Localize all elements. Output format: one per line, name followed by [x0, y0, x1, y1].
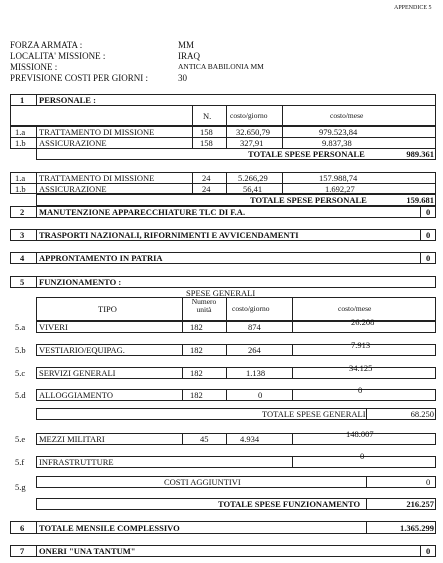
row-giorno: 264 — [248, 345, 261, 355]
row-code: 5.g — [15, 482, 26, 492]
col-tipo-header: TIPO — [98, 304, 117, 314]
row-code: 1.b — [15, 184, 26, 194]
section5-title: FUNZIONAMENTO : — [39, 277, 122, 287]
row-code: 1.b — [15, 138, 26, 148]
row-label: ALLOGGIAMENTO — [39, 390, 113, 400]
row-label: MEZZI MILITARI — [39, 434, 105, 444]
row-label: INFRASTRUTTURE — [39, 457, 114, 467]
row-mese: 7.913 — [351, 340, 371, 350]
divider — [36, 94, 37, 106]
col-numero-header: Numero unità — [191, 297, 217, 315]
row-n: 24 — [202, 173, 211, 183]
row-n: 24 — [202, 184, 211, 194]
row-label: TRATTAMENTO DI MISSIONE — [39, 127, 155, 137]
row-code: 5.c — [15, 368, 26, 378]
total-value: 68.250 — [410, 409, 434, 419]
row-giorno: 5.266,29 — [238, 173, 268, 183]
row-n: 182 — [190, 390, 203, 400]
row-mese: 26.208 — [351, 317, 375, 327]
row-code: 5.a — [15, 322, 26, 332]
row-code: 1.a — [15, 127, 26, 137]
row-label: TRATTAMENTO DI MISSIONE — [39, 173, 155, 183]
row-n: 158 — [200, 127, 213, 137]
col-n-header: N. — [203, 111, 212, 121]
localita-value: IRAQ — [178, 51, 200, 61]
total-label: TOTALE SPESE PERSONALE — [248, 149, 365, 159]
row-mese: 1.692,27 — [325, 184, 355, 194]
section4-number: 4 — [20, 253, 25, 263]
section7-title: ONERI "UNA TANTUM" — [39, 546, 136, 556]
section6-number: 6 — [20, 523, 25, 533]
row-giorno: 1.138 — [246, 368, 266, 378]
forza-armata-label: FORZA ARMATA : — [10, 40, 83, 50]
section4-title: APPRONTAMENTO IN PATRIA — [39, 253, 163, 263]
total-label: TOTALE SPESE GENERALI — [262, 409, 366, 419]
section6-value: 1.365.299 — [400, 523, 434, 533]
row-label: SERVIZI GENERALI — [39, 368, 116, 378]
row-mese: 9.837,38 — [322, 138, 352, 148]
row-giorno: 0 — [258, 390, 263, 400]
section3-value: 0 — [426, 230, 431, 240]
divider — [192, 106, 193, 126]
missione-label: MISSIONE : — [10, 62, 58, 72]
col-mese-header: costo/mese — [338, 304, 372, 313]
row-mese: 157.988,74 — [319, 173, 358, 183]
total-row — [36, 194, 436, 206]
row-giorno: 32.650,79 — [236, 127, 270, 137]
total-label: TOTALE SPESE PERSONALE — [250, 195, 367, 205]
row-code: 5.b — [15, 345, 26, 355]
total-value: 159.681 — [406, 195, 434, 205]
row-label: ASSICURAZIONE — [39, 138, 107, 148]
row-giorno: 4.934 — [240, 434, 260, 444]
row-mese: 34.125 — [349, 363, 373, 373]
row-n: 182 — [190, 322, 203, 332]
section3-number: 3 — [20, 230, 25, 240]
spese-generali-heading: SPESE GENERALI — [186, 288, 256, 298]
localita-label: LOCALITA' MISSIONE : — [10, 51, 106, 61]
appendix-label: APPENDICE 5 — [394, 5, 432, 11]
row-n: 158 — [200, 138, 213, 148]
col-giorno-header: costo/giorno — [232, 304, 270, 313]
section1-number: 1 — [20, 95, 25, 105]
row-value: 0 — [426, 477, 431, 487]
row-giorno: 327,91 — [240, 138, 264, 148]
row-mese: 148.007 — [346, 429, 374, 439]
row-giorno: 874 — [248, 322, 261, 332]
row-label: ASSICURAZIONE — [39, 184, 107, 194]
total-row — [36, 148, 436, 160]
row-label: VESTIARIO/EQUIPAG. — [39, 345, 125, 355]
section2-number: 2 — [20, 207, 25, 217]
row-n: 45 — [200, 434, 209, 444]
section6-title: TOTALE MENSILE COMPLESSIVO — [39, 523, 180, 533]
row-mese: 0 — [358, 385, 363, 395]
section7-value: 0 — [426, 546, 431, 556]
row-n: 182 — [190, 368, 203, 378]
forza-armata-value: MM — [178, 40, 195, 50]
col-giorno-header: costo/giorno — [230, 111, 268, 120]
previsione-label: PREVISIONE COSTI PER GIORNI : — [10, 73, 149, 83]
section5-number: 5 — [20, 277, 25, 287]
previsione-value: 30 — [178, 73, 187, 83]
divider — [282, 106, 283, 126]
total-value: 216.257 — [406, 499, 434, 509]
section3-title: TRASPORTI NAZIONALI, RIFORNIMENTI E AVVICENDAMENTI — [39, 230, 299, 240]
row-code: 5.d — [15, 390, 26, 400]
row-code: 5.e — [15, 434, 26, 444]
row-code: 1.a — [15, 173, 26, 183]
section4-value: 0 — [426, 253, 431, 263]
section2-title: MANUTENZIONE APPARECCHIATURE TLC DI F.A. — [39, 207, 246, 217]
row-giorno: 56,41 — [243, 184, 263, 194]
section1-title: PERSONALE : — [39, 95, 96, 105]
section1-col-header — [10, 106, 436, 126]
row-code: 5.f — [15, 457, 25, 467]
row-mese: 979.523,84 — [319, 127, 358, 137]
table-row — [36, 321, 436, 333]
total-row — [36, 408, 436, 420]
row-label: COSTI AGGIUNTIVI — [164, 477, 241, 487]
row-n: 182 — [190, 345, 203, 355]
row-label: VIVERI — [39, 322, 68, 332]
divider — [226, 106, 227, 126]
row-mese: 0 — [360, 451, 365, 461]
section2-value: 0 — [426, 207, 431, 217]
total-value: 989.361 — [406, 149, 434, 159]
missione-value: ANTICA BABILONIA MM — [178, 62, 264, 71]
section7-number: 7 — [20, 546, 25, 556]
col-mese-header: costo/mese — [330, 111, 364, 120]
total-label: TOTALE SPESE FUNZIONAMENTO — [218, 499, 361, 509]
